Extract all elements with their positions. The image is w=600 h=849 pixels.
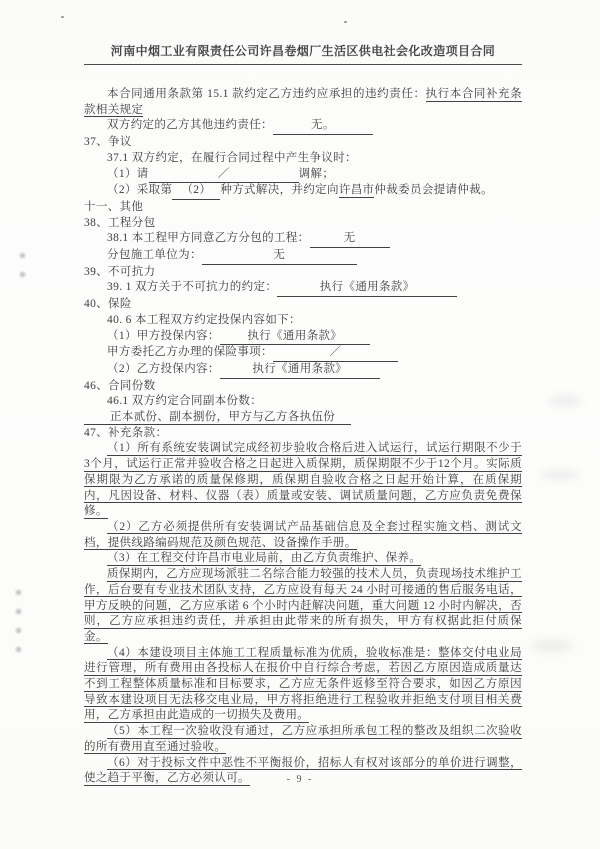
subcontractor-fill: 无 [202, 248, 357, 265]
contract-copies-line [84, 410, 522, 426]
page-title: 河南中烟工业有限责任公司许昌卷烟厂生活区供电社会化改造项目合同 [110, 44, 496, 58]
option-1-blank: ／ [149, 167, 299, 184]
clause-15-1 [84, 87, 522, 118]
clause-15-1-fill: 执行本合同补充条款相关规定 [84, 88, 522, 116]
insurance-entrust-fill: ／ [273, 345, 398, 362]
option-2-choice-fill: （2） [172, 183, 220, 200]
clause-39-1 [84, 280, 522, 297]
option-2-mid: 种方式解决，并约定向 [220, 184, 339, 197]
clause-37-1: 37.1 双方约定，在履行合同过程中产生争议时： [107, 151, 357, 164]
insurance-entrust-line [84, 345, 522, 362]
clause-37-option-1 [84, 167, 522, 184]
clause-37-option-2 [84, 183, 522, 200]
margin-mark [16, 590, 21, 666]
page-number: - 9 - [286, 774, 314, 785]
supplementary-clause-4 [84, 646, 522, 725]
clause-39-1-fill: 执行《通用条款》 [277, 280, 457, 297]
supplementary-clause-5 [84, 724, 522, 755]
clause-38-1-fill: 无 [310, 231, 390, 248]
other-liability-fill: 无。 [273, 118, 373, 135]
supplementary-clause-3b [84, 567, 522, 646]
clause-40-6: 40. 6 本工程双方约定投保内容如下： [107, 313, 301, 326]
supplementary-clause-6-text: （6）对于投标文件中恶性不平衡报价，招标人有权对该部分的单价进行调整，使之趋于平衡，乙方必须认可。 [84, 756, 522, 785]
clause-39-1-label: 39. 1 双方关于不可抗力的约定： [107, 281, 278, 294]
option-1-label: （1）请 [107, 167, 149, 180]
supplementary-clause-3b-text: 质保期内，乙方应现场派驻二名综合能力较强的技术人员，负责现场技术维护工作，后台要有专业技术团队支持，乙方应设有每天 24 小时可接通的售后服务电话，甲方反映的问题，乙方应承诺 6 个小时内赶解决问题，重大问题 12 小时内解决，否则，乙方应承担违约责任，并承担由此带来的所有损失，甲方有权据此拒付质保金。 [84, 568, 522, 643]
clause-38-1-label: 38.1 本工程甲方同意乙方分包的工程： [107, 232, 310, 245]
section-40-title: 40、保险 [84, 298, 132, 311]
scan-speck [61, 16, 64, 18]
contract-copies-fill: 正本贰份、副本捌份，甲方与乙方各执伍份 [84, 411, 351, 425]
clause-38-1 [84, 231, 522, 248]
supplementary-clause-1-text: （1）所有系统安装调试完成经初步验收合格后进入试运行，试运行期限不少于3个月，试运行正常并验收合格之日起进入质保期，质保期限不少于12个月。实际质保期限为乙方承诺的质量保修期，质保期自验收合格之日起开始计算，在质保期内，凡因设备、材料、仪器（表）质量或安装、调试质量问题，乙方应负责免费保修。 [84, 442, 522, 518]
option-1-suffix: 调解； [298, 167, 335, 180]
supplementary-clause-3-text: （3）在工程交付许昌市电业局前，由乙方负责维护、保养。 [107, 552, 422, 565]
insurance-party-a-label: （1）甲方投保内容： [107, 329, 220, 342]
supplementary-clause-3 [84, 551, 522, 567]
subcontractor-line [84, 248, 522, 265]
clause-46-1: 46.1 双方约定合同副本份数： [107, 395, 263, 408]
scan-smudge [548, 395, 582, 407]
option-2-suffix: 仲裁委员会提请仲裁。 [374, 184, 493, 197]
other-liability-label: 双方约定的乙方其他违约责任： [107, 119, 273, 132]
supplementary-clause-1 [84, 441, 522, 520]
insurance-party-b-line [84, 362, 522, 379]
scan-smudge [540, 470, 580, 480]
section-37-title: 37、争议 [84, 136, 132, 149]
section-11-title: 十一、其他 [84, 200, 144, 213]
margin-mark [20, 253, 25, 291]
section-46-title: 46、合同份数 [84, 379, 156, 392]
supplementary-clause-5-text: （5）本工程一次验收没有通过，乙方应承担所承包工程的整改及组织二次验收的所有费用直至通过验收。 [84, 725, 522, 753]
supplementary-clause-2 [84, 520, 522, 551]
document-header [84, 42, 522, 65]
insurance-party-a-fill: 执行《通用条款》 [220, 329, 370, 346]
supplementary-clause-4-text: （4）本建设项目主体施工工程质量标准为优质，验收标准是：整体交付电业局进行管理，所有费用由各投标人在报价中自行综合考虑，若因乙方原因造成质量达不到工程整体质量标准和目标要求，乙方应无条件返修至符合要求，如因乙方原因导致本建设项目无法移交电业局，甲方将拒绝进行工程验收并拒绝支付项目相关费用，乙方承担由此造成的一切损失及费用。 [84, 646, 522, 722]
insurance-party-b-label: （2）乙方投保内容： [107, 362, 220, 375]
scan-speck [344, 21, 347, 23]
other-liability-line [84, 118, 522, 135]
subcontractor-label: 分包施工单位为： [107, 249, 202, 262]
arbitration-city-fill: 许昌市 [338, 184, 375, 197]
option-2-label: （2）采取第 [107, 184, 173, 197]
scan-smudge [530, 640, 574, 652]
section-38-title: 38、工程分包 [84, 216, 156, 229]
supplementary-clause-2-text: （2）乙方必须提供所有安装调试产品基础信息及全套过程实施文档、测试文档，提供线路编码规范及颜色规范、设备操作手册。 [84, 520, 522, 549]
insurance-party-a-line [84, 329, 522, 346]
section-47-title: 47、补充条款： [84, 426, 168, 439]
clause-15-1-label: 本合同通用条款第 15.1 款约定乙方违约应承担的违约责任： [107, 88, 426, 100]
contract-body [84, 87, 522, 787]
insurance-party-b-fill: 执行《通用条款》 [220, 362, 380, 379]
section-39-title: 39、不可抗力 [84, 265, 156, 278]
insurance-entrust-label: 甲方委托乙方办理的保险事项： [107, 346, 273, 359]
